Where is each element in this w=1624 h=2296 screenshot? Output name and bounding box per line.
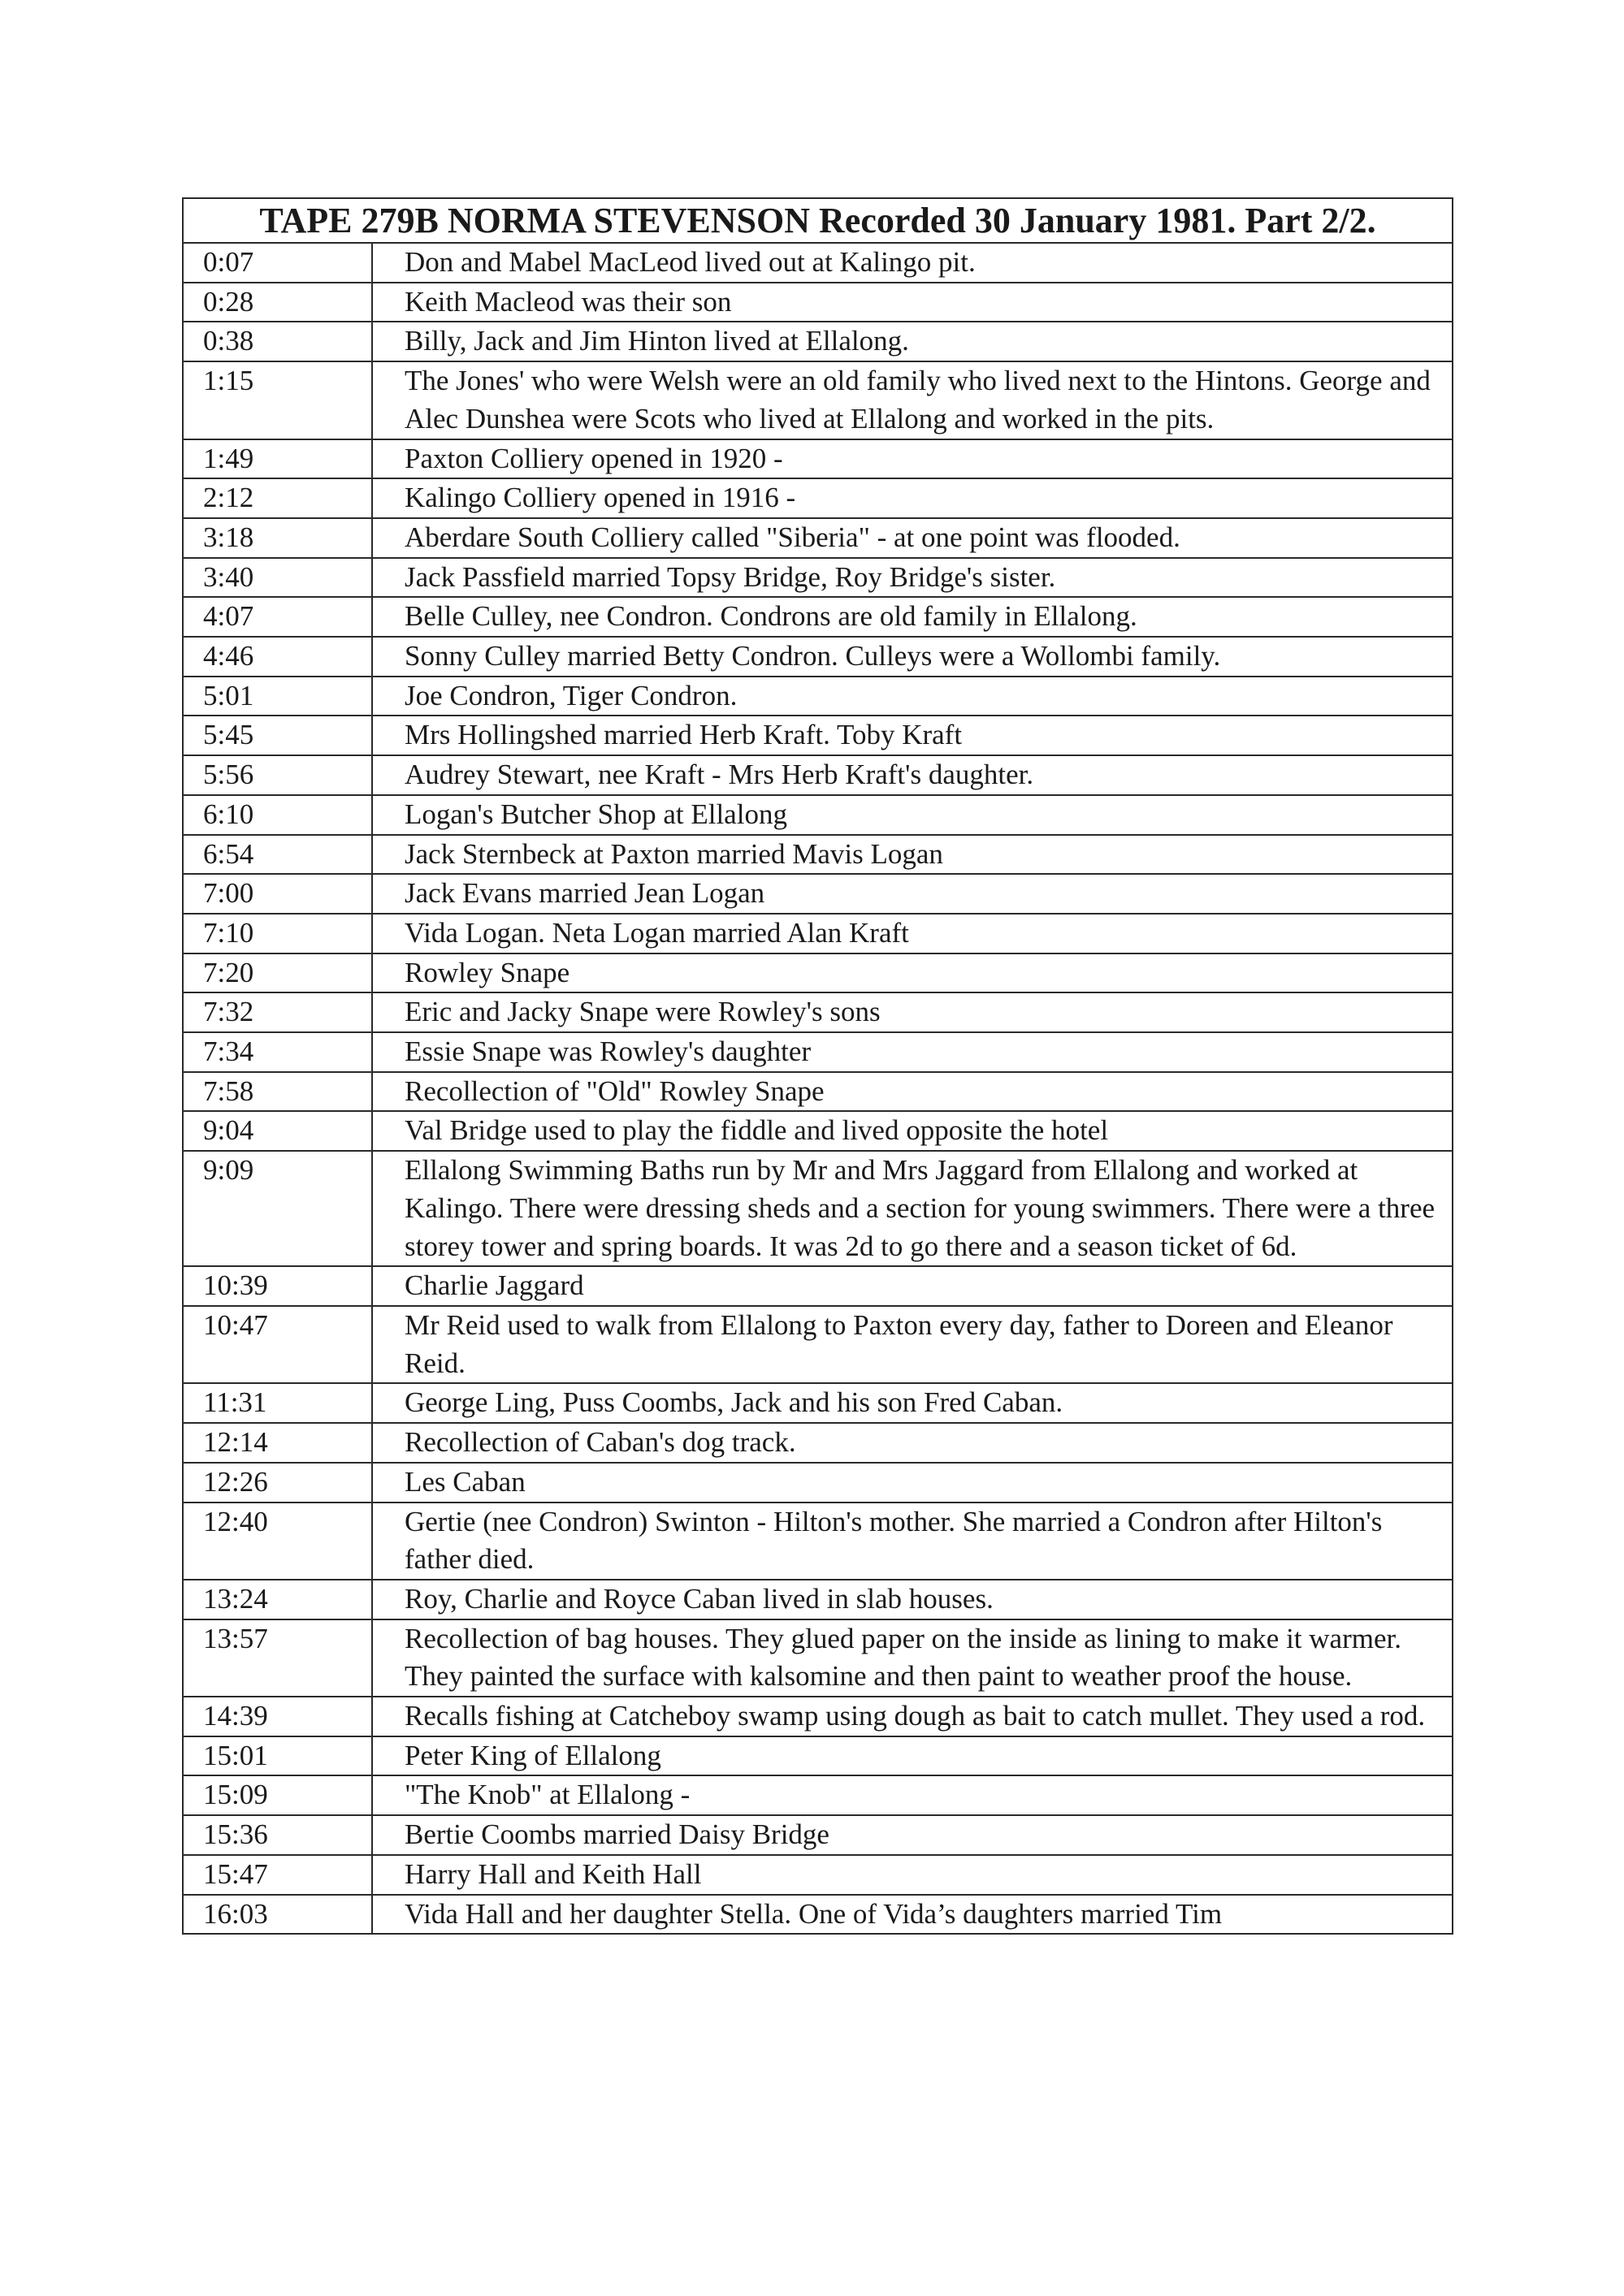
- table-row: [183, 795, 1453, 835]
- description-cell: Bertie Coombs married Daisy Bridge: [372, 1815, 1453, 1855]
- table-row: [183, 243, 1453, 283]
- table-row: [183, 914, 1453, 953]
- timestamp-cell: 5:56: [183, 755, 372, 795]
- table-row: [183, 1815, 1453, 1855]
- table-row: [183, 518, 1453, 558]
- timestamp-cell: 9:09: [183, 1151, 372, 1266]
- table-row: [183, 1736, 1453, 1776]
- timestamp-cell: 6:10: [183, 795, 372, 835]
- timestamp-cell: 5:01: [183, 677, 372, 716]
- description-cell: Aberdare South Colliery called "Siberia" - at one point was flooded.: [372, 518, 1453, 558]
- description-cell: Jack Sternbeck at Paxton married Mavis Logan: [372, 835, 1453, 875]
- table-row: [183, 597, 1453, 637]
- timestamp-cell: 4:07: [183, 597, 372, 637]
- timestamp-cell: 0:07: [183, 243, 372, 283]
- table-row: [183, 1383, 1453, 1423]
- timestamp-cell: 15:47: [183, 1855, 372, 1895]
- description-cell: Mr Reid used to walk from Ellalong to Paxton every day, father to Doreen and Eleanor Reid.: [372, 1306, 1453, 1383]
- table-row: [183, 1503, 1453, 1580]
- table-row: [183, 1463, 1453, 1503]
- description-cell: Recollection of bag houses. They glued paper on the inside as lining to make it warmer. They painted the surface with kalsomine and then paint to weather proof the house.: [372, 1619, 1453, 1697]
- description-cell: Ellalong Swimming Baths run by Mr and Mrs Jaggard from Ellalong and worked at Kalingo. There were dressing sheds and a section for young swimmers. There were a three storey tower and spring boards. It was 2d to go there and a season ticket of 6d.: [372, 1151, 1453, 1266]
- table-row: [183, 1423, 1453, 1463]
- description-cell: The Jones' who were Welsh were an old family who lived next to the Hintons. George and Alec Dunshea were Scots who lived at Ellalong and worked in the pits.: [372, 361, 1453, 439]
- timestamp-cell: 10:47: [183, 1306, 372, 1383]
- description-cell: Harry Hall and Keith Hall: [372, 1855, 1453, 1895]
- description-cell: Val Bridge used to play the fiddle and lived opposite the hotel: [372, 1111, 1453, 1151]
- timestamp-cell: 12:26: [183, 1463, 372, 1503]
- description-cell: Mrs Hollingshed married Herb Kraft. Toby Kraft: [372, 716, 1453, 755]
- table-row: [183, 1306, 1453, 1383]
- timestamp-cell: 7:00: [183, 874, 372, 914]
- table-row: [183, 1697, 1453, 1736]
- timestamp-cell: 0:38: [183, 322, 372, 361]
- description-cell: Jack Passfield married Topsy Bridge, Roy Bridge's sister.: [372, 558, 1453, 598]
- description-cell: Billy, Jack and Jim Hinton lived at Ellalong.: [372, 322, 1453, 361]
- timestamp-cell: 9:04: [183, 1111, 372, 1151]
- timestamp-cell: 3:40: [183, 558, 372, 598]
- timestamp-cell: 7:32: [183, 992, 372, 1032]
- description-cell: Paxton Colliery opened in 1920 -: [372, 439, 1453, 479]
- description-cell: Essie Snape was Rowley's daughter: [372, 1032, 1453, 1072]
- table-row: [183, 283, 1453, 322]
- timestamp-cell: 14:39: [183, 1697, 372, 1736]
- description-cell: Joe Condron, Tiger Condron.: [372, 677, 1453, 716]
- table-row: [183, 992, 1453, 1032]
- description-cell: Charlie Jaggard: [372, 1266, 1453, 1306]
- table-row: [183, 755, 1453, 795]
- timestamp-cell: 7:34: [183, 1032, 372, 1072]
- description-cell: Logan's Butcher Shop at Ellalong: [372, 795, 1453, 835]
- table-row: [183, 1072, 1453, 1112]
- table-row: [183, 322, 1453, 361]
- description-cell: Vida Hall and her daughter Stella. One of Vida’s daughters married Tim: [372, 1895, 1453, 1935]
- timestamp-cell: 15:01: [183, 1736, 372, 1776]
- table-row: [183, 478, 1453, 518]
- timestamp-cell: 7:10: [183, 914, 372, 953]
- document-title: TAPE 279B NORMA STEVENSON Recorded 30 January 1981. Part 2/2.: [183, 198, 1453, 243]
- table-row: [183, 1111, 1453, 1151]
- description-cell: Rowley Snape: [372, 953, 1453, 993]
- timestamp-cell: 13:24: [183, 1580, 372, 1619]
- timestamp-cell: 15:09: [183, 1775, 372, 1815]
- description-cell: George Ling, Puss Coombs, Jack and his son Fred Caban.: [372, 1383, 1453, 1423]
- description-cell: Peter King of Ellalong: [372, 1736, 1453, 1776]
- timestamp-cell: 1:15: [183, 361, 372, 439]
- table-row: [183, 1580, 1453, 1619]
- description-cell: Don and Mabel MacLeod lived out at Kalingo pit.: [372, 243, 1453, 283]
- title-row: [183, 198, 1453, 243]
- description-cell: Audrey Stewart, nee Kraft - Mrs Herb Kraft's daughter.: [372, 755, 1453, 795]
- timestamp-cell: 11:31: [183, 1383, 372, 1423]
- description-cell: Jack Evans married Jean Logan: [372, 874, 1453, 914]
- timestamp-cell: 0:28: [183, 283, 372, 322]
- description-cell: Kalingo Colliery opened in 1916 -: [372, 478, 1453, 518]
- table-row: [183, 716, 1453, 755]
- timestamp-cell: 12:14: [183, 1423, 372, 1463]
- description-cell: Recollection of Caban's dog track.: [372, 1423, 1453, 1463]
- timestamp-cell: 6:54: [183, 835, 372, 875]
- timestamp-cell: 2:12: [183, 478, 372, 518]
- table-row: [183, 1032, 1453, 1072]
- description-cell: Roy, Charlie and Royce Caban lived in slab houses.: [372, 1580, 1453, 1619]
- timestamp-cell: 12:40: [183, 1503, 372, 1580]
- table-row: [183, 953, 1453, 993]
- table-row: [183, 677, 1453, 716]
- table-body: [183, 243, 1453, 1934]
- description-cell: Recollection of "Old" Rowley Snape: [372, 1072, 1453, 1112]
- table-row: [183, 874, 1453, 914]
- table-row: [183, 1895, 1453, 1935]
- description-cell: Eric and Jacky Snape were Rowley's sons: [372, 992, 1453, 1032]
- timestamp-cell: 16:03: [183, 1895, 372, 1935]
- timestamp-cell: 7:58: [183, 1072, 372, 1112]
- table-row: [183, 835, 1453, 875]
- table-row: [183, 1151, 1453, 1266]
- tape-log-table: [182, 197, 1453, 1935]
- timestamp-cell: 1:49: [183, 439, 372, 479]
- table-row: [183, 1266, 1453, 1306]
- description-cell: Les Caban: [372, 1463, 1453, 1503]
- table-row: [183, 637, 1453, 677]
- timestamp-cell: 3:18: [183, 518, 372, 558]
- timestamp-cell: 15:36: [183, 1815, 372, 1855]
- table-row: [183, 558, 1453, 598]
- description-cell: Keith Macleod was their son: [372, 283, 1453, 322]
- description-cell: Vida Logan. Neta Logan married Alan Kraft: [372, 914, 1453, 953]
- description-cell: "The Knob" at Ellalong -: [372, 1775, 1453, 1815]
- description-cell: Belle Culley, nee Condron. Condrons are old family in Ellalong.: [372, 597, 1453, 637]
- description-cell: Gertie (nee Condron) Swinton - Hilton's mother. She married a Condron after Hilton's father died.: [372, 1503, 1453, 1580]
- table-row: [183, 1619, 1453, 1697]
- timestamp-cell: 4:46: [183, 637, 372, 677]
- timestamp-cell: 5:45: [183, 716, 372, 755]
- timestamp-cell: 10:39: [183, 1266, 372, 1306]
- description-cell: Recalls fishing at Catcheboy swamp using dough as bait to catch mullet. They used a rod.: [372, 1697, 1453, 1736]
- table-row: [183, 439, 1453, 479]
- table-row: [183, 1855, 1453, 1895]
- timestamp-cell: 13:57: [183, 1619, 372, 1697]
- timestamp-cell: 7:20: [183, 953, 372, 993]
- table-row: [183, 361, 1453, 439]
- table-row: [183, 1775, 1453, 1815]
- description-cell: Sonny Culley married Betty Condron. Culleys were a Wollombi family.: [372, 637, 1453, 677]
